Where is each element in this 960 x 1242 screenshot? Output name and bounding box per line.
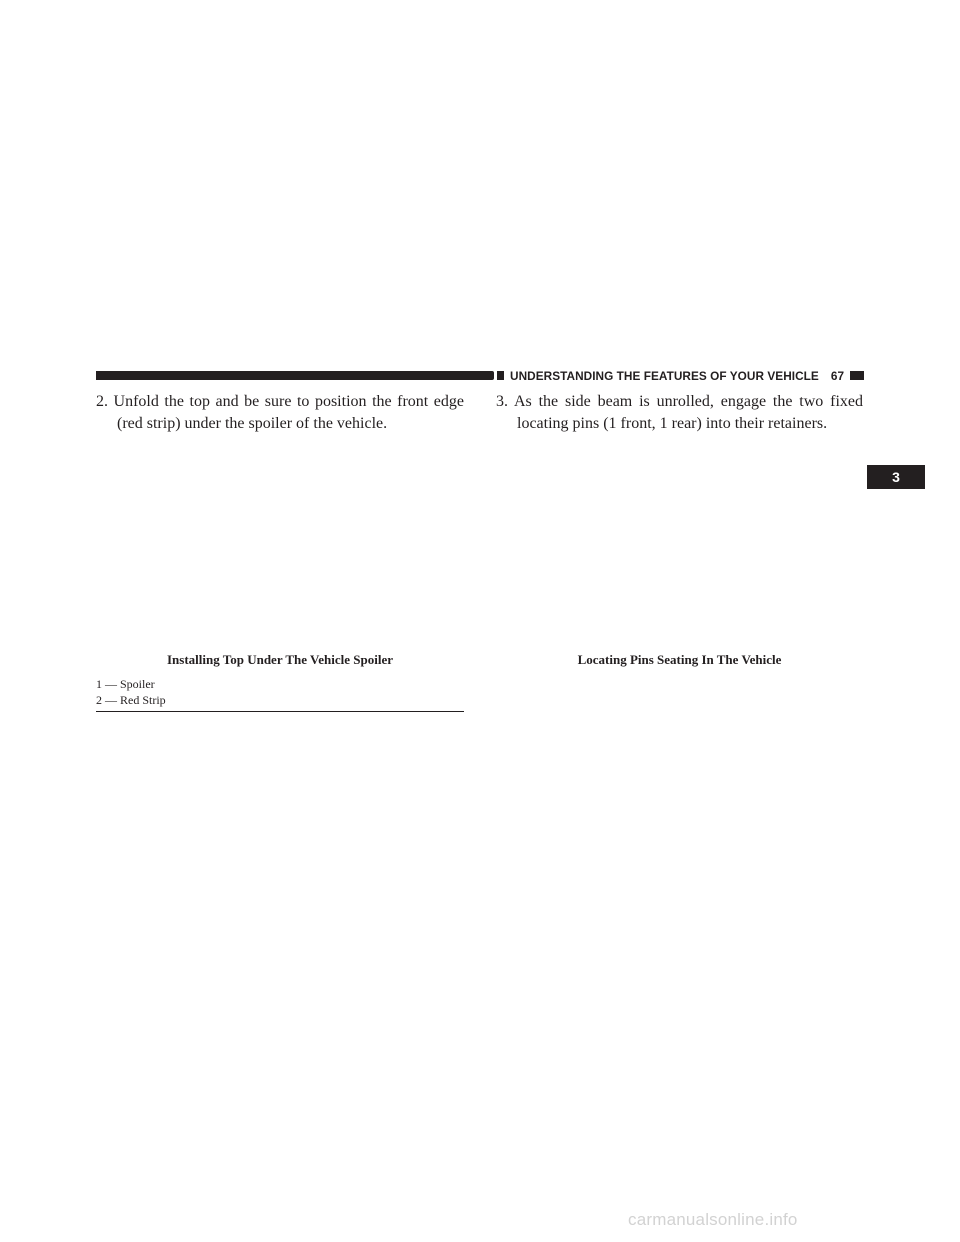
figure-installing-top bbox=[96, 440, 464, 645]
step-2 bbox=[96, 391, 464, 435]
step-text: Unfold the top and be sure to position the front edge (red strip) under the spoiler of the vehicle. bbox=[113, 393, 464, 432]
figure-caption-right: Locating Pins Seating In The Vehicle bbox=[577, 652, 782, 667]
figure-legend bbox=[96, 677, 464, 712]
step-number: 2. bbox=[96, 393, 108, 410]
page-number: 67 bbox=[830, 369, 845, 383]
step-3 bbox=[496, 391, 863, 435]
step-text: As the side beam is unrolled, engage the two fixed locating pins (1 front, 1 rear) into their retainers. bbox=[513, 393, 864, 432]
running-header bbox=[504, 370, 850, 382]
header-rule-left bbox=[96, 371, 494, 380]
section-title: UNDERSTANDING THE FEATURES OF YOUR VEHICLE bbox=[510, 369, 819, 383]
figure-caption-left: Installing Top Under The Vehicle Spoiler bbox=[166, 652, 393, 667]
figure-locating-pins bbox=[496, 440, 863, 645]
step-number: 3. bbox=[496, 393, 508, 410]
legend-item: 1 — Spoiler bbox=[96, 677, 155, 691]
chapter-tab[interactable]: 3 bbox=[867, 465, 925, 489]
legend-item: 2 — Red Strip bbox=[96, 692, 166, 707]
watermark: carmanualsonline.info bbox=[628, 1210, 798, 1229]
